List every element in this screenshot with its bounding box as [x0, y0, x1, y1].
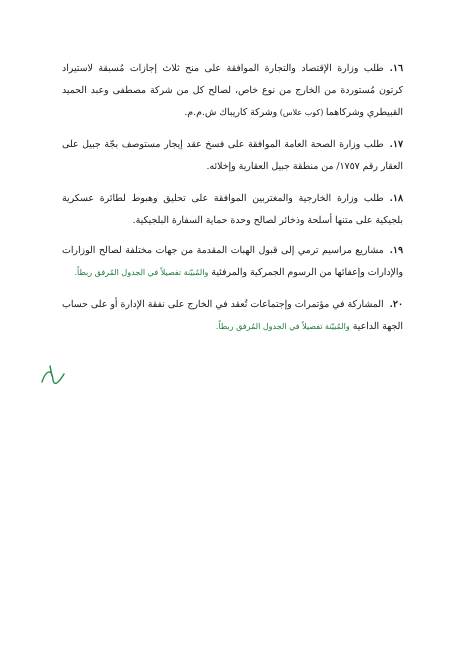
agenda-item-17 — [62, 134, 403, 178]
item-text: طلب وزارة الإقتصاد والتجارة الموافقة على منح ثلاث إجازات مُسبقة لاستيراد كرتون مُستوردة من الخارج من نوع خاص، لصالح كل من شركة مصطفى وعبد الحميد القبيطري وشركاهما — [62, 63, 403, 118]
item-number: ١٧. — [389, 139, 403, 150]
item-highlight: والمُبيّنة تفصيلاً في الجدول المُرفق ربطاً. — [215, 322, 350, 331]
agenda-item-16 — [62, 58, 403, 124]
item-text-tail: وشركة كاريباك ش.م.م. — [184, 107, 278, 118]
item-number: ١٩. — [389, 245, 403, 256]
item-text: طلب وزارة الصحة العامة الموافقة على فسخ عقد إيجار مستوصف بجّة جبيل على العقار رقم ١٧٥٧/ من منطقة جبيل العقارية وإخلائه. — [62, 139, 403, 172]
agenda-item-18 — [62, 188, 403, 232]
item-number: ٢٠. — [389, 299, 403, 310]
item-number: ١٦. — [389, 63, 403, 74]
item-highlight: والمُبيّنة تفصيلاً في الجدول المُرفق ربطاً. — [74, 268, 209, 277]
agenda-item-20 — [62, 294, 403, 338]
item-note: (كوب علاس) — [277, 108, 326, 117]
item-number: ١٨. — [389, 193, 403, 204]
signature-mark — [36, 360, 70, 390]
item-text: المشاركة في مؤتمرات وإجتماعات تُعقد في الخارج على نفقة الإدارة أو على حساب الجهة الداعية — [62, 299, 403, 332]
agenda-item-19 — [62, 240, 403, 284]
item-text: طلب وزارة الخارجية والمغتربين الموافقة على تحليق وهبوط لطائرة عسكرية بلجيكية على متنها أسلحة وذخائر لصالح وحدة حماية السفارة البلجيكية. — [62, 193, 403, 226]
item-text: مشاريع مراسيم ترمي إلى قبول الهبات المقدمة من جهات مختلفة لصالح الوزارات والإدارات وإعفائها من الرسوم الجمركية والمرفئية — [62, 245, 403, 278]
